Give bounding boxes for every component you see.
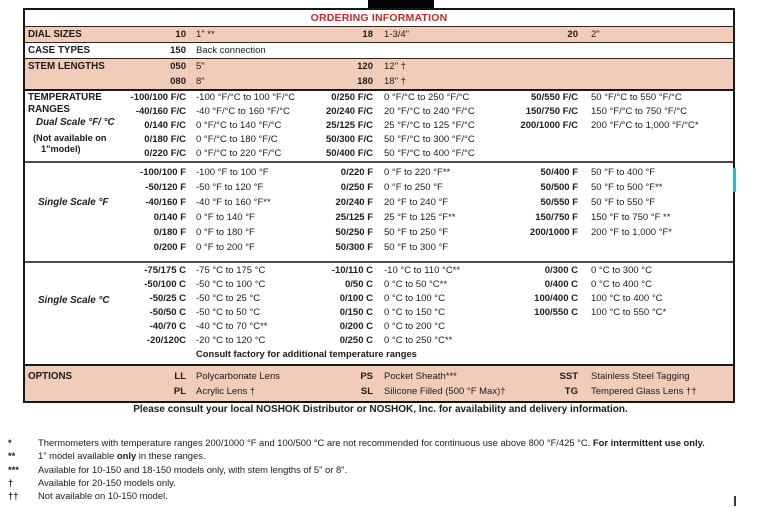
range-desc: 0 °F to 180 °F: [196, 227, 255, 238]
dual-scale-section: [25, 91, 733, 163]
table-row: [25, 320, 733, 334]
range-desc: 0 °F to 200 °F: [196, 242, 255, 253]
range-desc: 50 °F to 500 °F**: [591, 182, 663, 193]
range-desc: 200 °F to 1,000 °F*: [591, 227, 673, 238]
section-note: (Not available on: [33, 133, 107, 143]
options-row: [25, 366, 733, 401]
range-code: -40/70 C: [149, 321, 186, 332]
stem-code: 120: [357, 61, 373, 72]
range-code: -100/100 F: [140, 167, 186, 178]
footnote-text: Not available on 10-150 model.: [38, 490, 168, 502]
range-code: 0/180 F/C: [144, 134, 186, 145]
footnote-text: Available for 20-150 models only.: [38, 476, 176, 488]
table-row: [25, 133, 733, 147]
table-row: [25, 119, 733, 133]
range-code: -50/120 F: [145, 182, 186, 193]
table-row: [25, 306, 733, 320]
footnote-marker: *: [8, 437, 12, 448]
range-code: 0/140 F: [153, 212, 186, 223]
range-code: 50/250 F: [335, 227, 373, 238]
range-desc: 20 °F/°C to 240 °F/°C: [384, 106, 475, 117]
range-code: 50/400 F: [540, 167, 578, 178]
range-code: 0/250 F: [340, 182, 373, 193]
table-row: [25, 210, 733, 225]
range-code: 0/200 F: [153, 242, 186, 253]
dial-sizes-row: [25, 27, 733, 43]
range-code: -40/160 F: [145, 197, 186, 208]
range-desc: 0 °F/°C to 250 °F/°C: [384, 92, 470, 103]
stem-desc: 5": [196, 61, 205, 72]
dial-code: 18: [362, 29, 373, 40]
range-desc: 200 °F/°C to 1,000 °F/°C*: [591, 120, 699, 131]
table-row: [25, 278, 733, 292]
section-label: Dual Scale °F/ °C: [36, 117, 115, 128]
dial-code: 10: [175, 29, 186, 40]
range-code: 50/550 F: [540, 197, 578, 208]
range-code: 0/400 C: [544, 279, 578, 290]
range-code: 200/1000 F: [529, 227, 578, 238]
row-label: OPTIONS: [28, 371, 73, 382]
range-desc: -50 °C to 50 °C: [196, 307, 261, 318]
range-desc: 50 °F to 250 °F: [384, 227, 449, 238]
section-label: TEMPERATURE: [28, 92, 102, 103]
dial-desc: 2": [591, 29, 600, 40]
stem-code: 080: [170, 76, 186, 87]
consult-factory-note: Consult factory for additional temperature ranges: [196, 348, 417, 359]
table-row: [25, 27, 733, 42]
range-code: -100/100 F/C: [130, 92, 186, 103]
range-desc: 0 °C to 250 °C**: [384, 335, 453, 346]
range-code: -40/160 F/C: [135, 106, 186, 117]
footnotes: [8, 436, 753, 502]
table-title: ORDERING INFORMATION: [25, 10, 733, 27]
option-desc: Polycarbonate Lens: [196, 371, 280, 382]
row-label: STEM LENGTHS: [28, 61, 105, 72]
range-desc: -50 °C to 25 °C: [196, 293, 261, 304]
range-code: 50/500 F: [540, 182, 578, 193]
range-code: 0/300 C: [544, 265, 578, 276]
case-desc: Back connection: [196, 45, 266, 56]
footnote-marker: †: [8, 476, 14, 488]
range-desc: 0 °C to 300 °C: [591, 265, 652, 276]
option-desc: Stainless Steel Tagging: [591, 371, 690, 382]
table-row: [25, 292, 733, 306]
range-desc: -50 °C to 100 °C: [196, 279, 266, 290]
footnote-text: Thermometers with temperature ranges 200/1000 °F and 100/500 °C are not recommended for continuous use above 800 °F/425 °C. For intermittent use only.: [38, 437, 705, 448]
stem-code: 050: [170, 61, 186, 72]
range-desc: 0 °F to 250 °F: [384, 182, 443, 193]
table-row: [25, 195, 733, 210]
footnote: [8, 489, 753, 502]
table-row: [25, 43, 733, 58]
range-desc: -10 °C to 110 °C**: [384, 265, 461, 276]
table-row: [25, 384, 733, 399]
case-types-row: [25, 43, 733, 59]
ordering-information-table: [23, 8, 735, 403]
footnote-marker: ***: [8, 463, 19, 475]
range-desc: 0 °C to 400 °C: [591, 279, 652, 290]
range-desc: -40 °F/°C to 160 °F/°C: [196, 106, 290, 117]
range-desc: 25 °F/°C to 125 °F/°C: [384, 120, 475, 131]
option-code: TG: [564, 386, 578, 397]
table-row: [25, 91, 733, 105]
case-code: 150: [170, 45, 186, 56]
footnote-text: 1" model available only in these ranges.: [38, 450, 206, 462]
stem-lengths-row: [25, 59, 733, 91]
table-row: [25, 59, 733, 74]
range-code: 0/250 F/C: [331, 92, 373, 103]
range-code: 0/220 F/C: [144, 148, 186, 159]
dial-desc: 1-3/4": [384, 29, 410, 40]
table-row: [25, 74, 733, 89]
footnote: [8, 463, 753, 476]
stem-desc: 18" †: [384, 76, 406, 87]
range-desc: 100 °C to 550 °C*: [591, 307, 667, 318]
table-row: [25, 165, 733, 180]
range-code: 0/220 F: [340, 167, 373, 178]
range-code: 50/400 F/C: [326, 148, 373, 159]
range-code: 50/550 F/C: [531, 92, 578, 103]
table-row: [25, 240, 733, 255]
section-note: 1"model): [41, 144, 81, 154]
footnote: [8, 449, 753, 462]
option-code: LL: [174, 371, 186, 382]
range-code: 20/240 F: [335, 197, 373, 208]
option-desc: Silicone Filled (500 °F Max)†: [384, 386, 506, 397]
range-desc: -75 °C to 175 °C: [196, 265, 266, 276]
range-code: 0/250 C: [339, 335, 373, 346]
table-row: [25, 264, 733, 278]
range-code: 100/550 C: [534, 307, 578, 318]
range-desc: -100 °F/°C to 100 °F/°C: [196, 92, 296, 103]
range-desc: 20 °F to 240 °F: [384, 197, 449, 208]
range-code: 0/50 C: [345, 279, 373, 290]
range-desc: 150 °F to 750 °F **: [591, 212, 671, 223]
table-row: [25, 334, 733, 348]
range-desc: 0 °F to 220 °F**: [384, 167, 451, 178]
range-desc: 100 °C to 400 °C: [591, 293, 663, 304]
range-desc: 0 °C to 50 °C**: [384, 279, 448, 290]
range-code: 0/150 C: [339, 307, 373, 318]
range-code: -75/175 C: [144, 265, 186, 276]
range-desc: 50 °F/°C to 300 °F/°C: [384, 134, 475, 145]
option-code: SST: [559, 371, 578, 382]
stem-desc: 12" †: [384, 61, 406, 72]
range-desc: -100 °F to 100 °F: [196, 167, 269, 178]
range-code: 50/300 F/C: [326, 134, 373, 145]
option-desc: Tempered Glass Lens ††: [591, 386, 697, 397]
range-code: -20/120C: [146, 335, 186, 346]
option-code: PL: [173, 386, 186, 397]
range-desc: 25 °F to 125 °F**: [384, 212, 456, 223]
footnote: [8, 476, 753, 489]
range-code: 0/200 C: [339, 321, 373, 332]
section-label: Single Scale °F: [38, 197, 109, 208]
row-label: CASE TYPES: [28, 45, 91, 56]
range-code: -50/100 C: [144, 279, 186, 290]
scan-artifact-top-bar: [368, 0, 434, 8]
range-code: 150/750 F: [535, 212, 578, 223]
range-code: -50/25 C: [149, 293, 186, 304]
footnote-marker: **: [8, 450, 16, 462]
range-desc: 50 °F to 550 °F: [591, 197, 656, 208]
range-code: -50/50 C: [149, 307, 186, 318]
table-row: [25, 147, 733, 161]
range-code: 0/140 F/C: [144, 120, 186, 131]
range-code: 50/300 F: [335, 242, 373, 253]
range-desc: -50 °F to 120 °F: [196, 182, 264, 193]
range-code: 100/400 C: [534, 293, 578, 304]
range-desc: -20 °C to 120 °C: [196, 335, 266, 346]
range-desc: -40 °F to 160 °F**: [196, 197, 271, 208]
range-code: 200/1000 F/C: [520, 120, 578, 131]
range-desc: 50 °F to 400 °F: [591, 167, 656, 178]
table-row: [25, 105, 733, 119]
dial-desc: 1" **: [196, 29, 215, 40]
range-code: 25/125 F/C: [326, 120, 373, 131]
range-code: 20/240 F/C: [326, 106, 373, 117]
single-scale-c-section: [25, 263, 733, 366]
range-desc: 0 °C to 200 °C: [384, 321, 445, 332]
scan-artifact-teal-mark: [733, 168, 736, 192]
table-row: [25, 369, 733, 384]
footnote: [8, 436, 753, 449]
range-desc: 150 °F/°C to 750 °F/°C: [591, 106, 687, 117]
range-desc: 0 °F to 140 °F: [196, 212, 255, 223]
range-code: 0/180 F: [153, 227, 186, 238]
range-desc: 50 °F/°C to 400 °F/°C: [384, 148, 475, 159]
range-code: 25/125 F: [335, 212, 373, 223]
range-desc: 0 °F/°C to 180 °F/C: [196, 134, 278, 145]
row-label: DIAL SIZES: [28, 29, 82, 40]
range-desc: 0 °C to 100 °C: [384, 293, 445, 304]
section-label: RANGES: [28, 104, 70, 115]
option-code: PS: [360, 371, 373, 382]
option-desc: Acrylic Lens †: [196, 386, 256, 397]
range-code: 150/750 F/C: [525, 106, 578, 117]
stem-desc: 8": [196, 76, 205, 87]
option-code: SL: [360, 386, 373, 397]
range-desc: 0 °F/°C to 140 °F/°C: [196, 120, 282, 131]
stem-code: 180: [357, 76, 373, 87]
range-code: 0/100 C: [339, 293, 373, 304]
single-scale-f-section: [25, 163, 733, 263]
footnote-marker: ††: [8, 490, 19, 502]
range-code: -10/110 C: [331, 265, 373, 276]
option-desc: Pocket Sheath***: [384, 371, 457, 382]
distributor-note: Please consult your local NOSHOK Distributor or NOSHOK, Inc. for availability and delivery information.: [133, 404, 628, 415]
scan-artifact-bottom-tick: [734, 496, 736, 506]
range-desc: 50 °F/°C to 550 °F/°C: [591, 92, 682, 103]
range-desc: 50 °F to 300 °F: [384, 242, 449, 253]
section-label: Single Scale °C: [38, 295, 110, 306]
range-desc: 0 °C to 150 °C: [384, 307, 445, 318]
dial-code: 20: [567, 29, 578, 40]
range-desc: -40 °C to 70 °C**: [196, 321, 268, 332]
range-desc: 0 °F/°C to 220 °F/°C: [196, 148, 282, 159]
table-row: [25, 180, 733, 195]
table-row: [25, 225, 733, 240]
footnote-text: Available for 10-150 and 18-150 models only, with stem lengths of 5" or 8".: [38, 463, 348, 475]
